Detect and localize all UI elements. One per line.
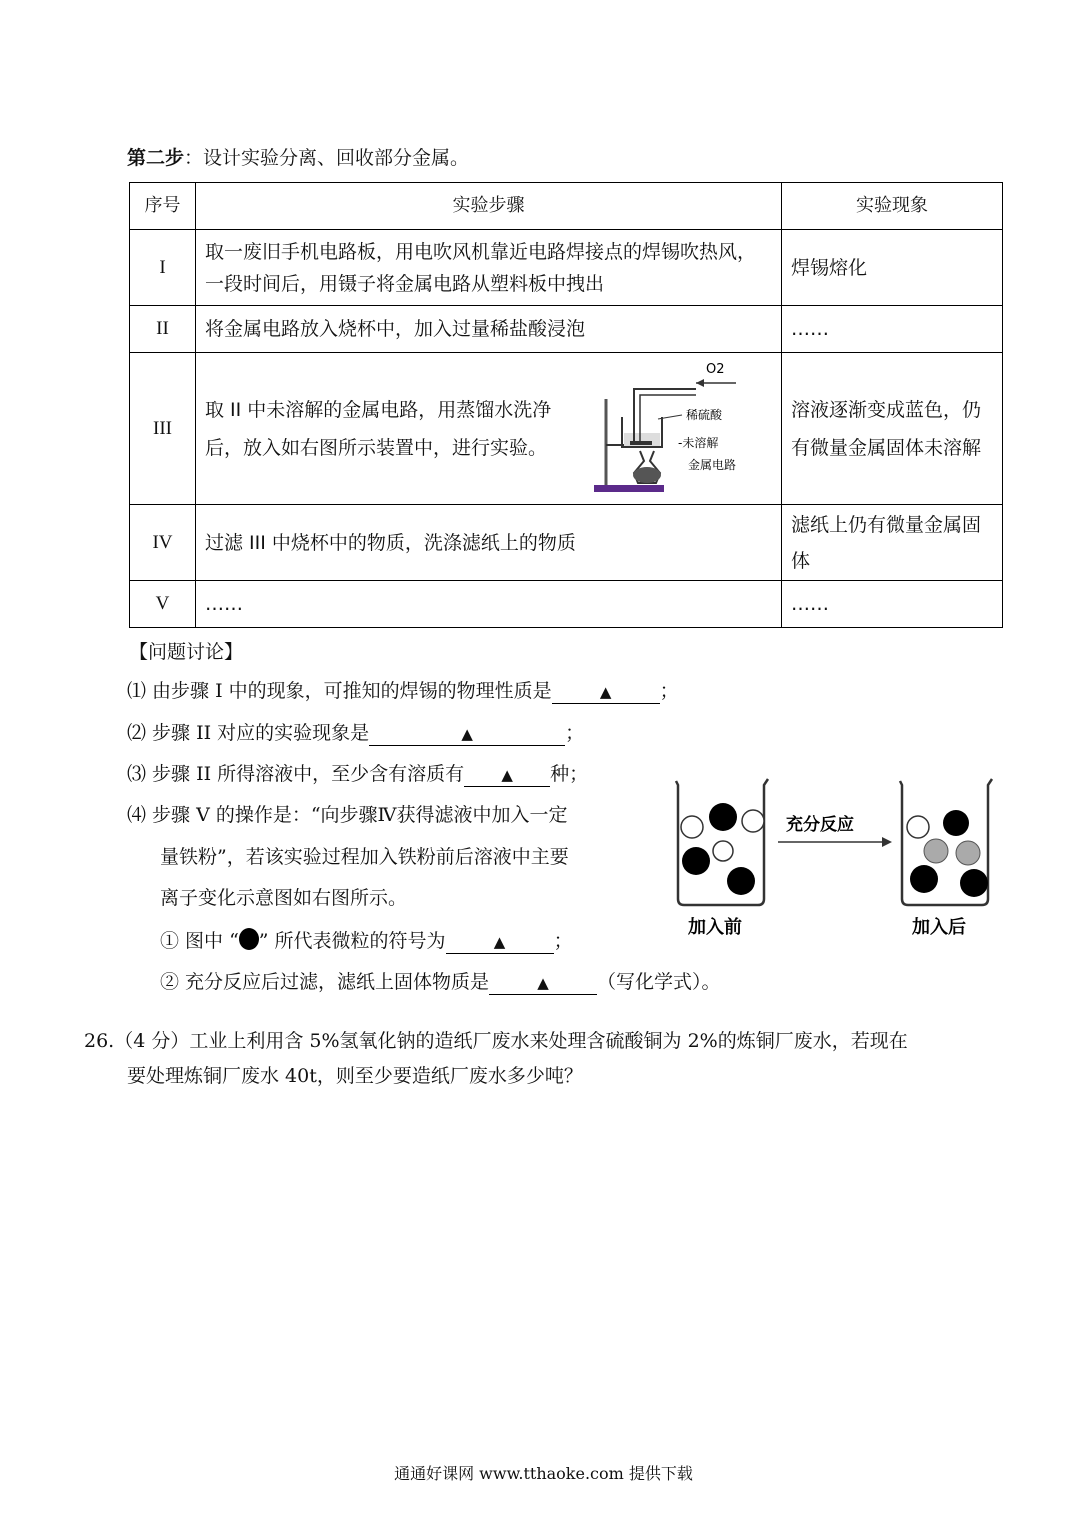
before-label: 加入前: [688, 917, 742, 938]
black-particle-icon: [239, 928, 259, 950]
answer-blank-4a[interactable]: [446, 930, 554, 954]
question-1-end: ；: [659, 680, 679, 702]
discussion-title: 【问题讨论】: [129, 641, 244, 663]
o2-label: O2: [706, 362, 725, 377]
black-particle-icon: [682, 847, 710, 875]
table-header-row: [130, 183, 1003, 230]
row-step: 过滤 III 中烧杯中的物质，洗涤滤纸上的物质: [196, 505, 782, 581]
row-number: III: [130, 353, 196, 505]
question-2: [127, 721, 584, 746]
sub-1-end: ；: [553, 930, 573, 952]
table-row: [130, 581, 1003, 628]
sub-2-text: ② 充分反应后过滤，滤纸上固体物质是: [160, 971, 490, 993]
sub-2-end: （写化学式）。: [597, 971, 721, 993]
row-observation: ……: [782, 306, 1003, 353]
question-4-sub-1: [160, 928, 573, 954]
black-particle-icon: [960, 869, 988, 897]
table-row: [130, 306, 1003, 353]
blank-mark: ▲: [493, 933, 506, 951]
blank-mark: ▲: [537, 974, 549, 992]
blank-mark: ▲: [599, 683, 612, 701]
metal-label-2: 金属电路: [688, 458, 737, 472]
row-observation: 溶液逐渐变成蓝色，仍有微量金属固体未溶解: [782, 353, 1003, 505]
black-particle-icon: [727, 867, 755, 895]
question-3: [127, 762, 588, 787]
metal-label-1: -未溶解: [678, 436, 719, 450]
acid-label: 稀硫酸: [686, 408, 723, 422]
row-number: IV: [130, 505, 196, 581]
question-3-end: 种；: [550, 763, 589, 785]
table-row: [130, 230, 1003, 306]
row-step-with-apparatus: [196, 353, 782, 505]
row-step: 取 II 中未溶解的金属电路，用蒸馏水洗净后，放入如右图所示装置中，进行实验。: [205, 398, 552, 459]
step-heading-bold: 第二步: [127, 147, 185, 169]
white-particle-icon: [713, 841, 733, 861]
arrow-head-icon: [882, 837, 892, 847]
row-number: II: [130, 306, 196, 353]
blank-mark: ▲: [501, 766, 513, 784]
sub-1-prefix: ① 图中 “: [160, 930, 239, 952]
question-4-line-3: 离子变化示意图如右图所示。: [160, 887, 408, 909]
apparatus-diagram: [586, 359, 781, 499]
question-3-text: ⑶ 步骤 II 所得溶液中，至少含有溶质有: [127, 763, 465, 785]
white-particle-icon: [681, 816, 703, 838]
answer-blank-1[interactable]: [552, 680, 660, 704]
black-particle-icon: [709, 803, 737, 831]
answer-blank-3[interactable]: [464, 763, 550, 787]
row-observation: 滤纸上仍有微量金属固体: [782, 505, 1003, 581]
answer-blank-2[interactable]: [369, 722, 565, 746]
row-number: I: [130, 230, 196, 306]
question-4-line-2: 量铁粉”，若该实验过程加入铁粉前后溶液中主要: [160, 846, 569, 868]
table-row: [130, 505, 1003, 581]
answer-blank-4b[interactable]: [489, 971, 597, 995]
question-2-end: ；: [565, 722, 585, 744]
row-number: V: [130, 581, 196, 628]
after-label: 加入后: [912, 917, 966, 938]
step-heading-rest: ：设计实验分离、回收部分金属。: [184, 147, 470, 169]
question-2-text: ⑵ 步骤 II 对应的实验现象是: [127, 722, 370, 744]
question-26-line-1: 26.（4 分）工业上利用含 5%氢氧化钠的造纸厂废水来处理含硫酸铜为 2%的炼铜厂废水，若现在: [84, 1030, 908, 1052]
row-observation: ……: [782, 581, 1003, 628]
question-1-text: ⑴ 由步骤 I 中的现象，可推知的焊锡的物理性质是: [127, 680, 552, 702]
row-step: ……: [196, 581, 782, 628]
step-heading: [127, 146, 469, 170]
gray-particle-icon: [956, 841, 980, 865]
arrow-label: 充分反应: [786, 815, 854, 835]
row-step: 将金属电路放入烧杯中，加入过量稀盐酸浸泡: [196, 306, 782, 353]
header-step: 实验步骤: [196, 183, 782, 230]
question-4-sub-2: [160, 970, 721, 995]
blank-mark: ▲: [461, 725, 473, 743]
experiment-table: [129, 182, 1003, 628]
row-step: 取一废旧手机电路板，用电吹风机靠近电路焊接点的焊锡吹热风，一段时间后，用镊子将金属电路从塑料板中拽出: [196, 230, 782, 306]
question-26-line-2: 要处理炼铜厂废水 40t，则至少要造纸厂废水多少吨？: [127, 1065, 583, 1087]
question-4-line-1: ⑷ 步骤 V 的操作是：“向步骤Ⅳ获得滤液中加入一定: [127, 804, 568, 826]
page-footer: 通通好课网 www.tthaoke.com 提供下载: [394, 1464, 693, 1483]
sub-1-text: ” 所代表微粒的符号为: [258, 930, 446, 952]
row-observation: 焊锡熔化: [782, 230, 1003, 306]
black-particle-icon: [943, 810, 969, 836]
header-observation: 实验现象: [782, 183, 1003, 230]
white-particle-icon: [742, 810, 764, 832]
question-1: [127, 679, 679, 704]
black-particle-icon: [910, 865, 938, 893]
ion-change-diagram: [668, 775, 1008, 945]
gray-particle-icon: [924, 839, 948, 863]
table-row: [130, 353, 1003, 505]
white-particle-icon: [907, 816, 929, 838]
header-number: 序号: [130, 183, 196, 230]
